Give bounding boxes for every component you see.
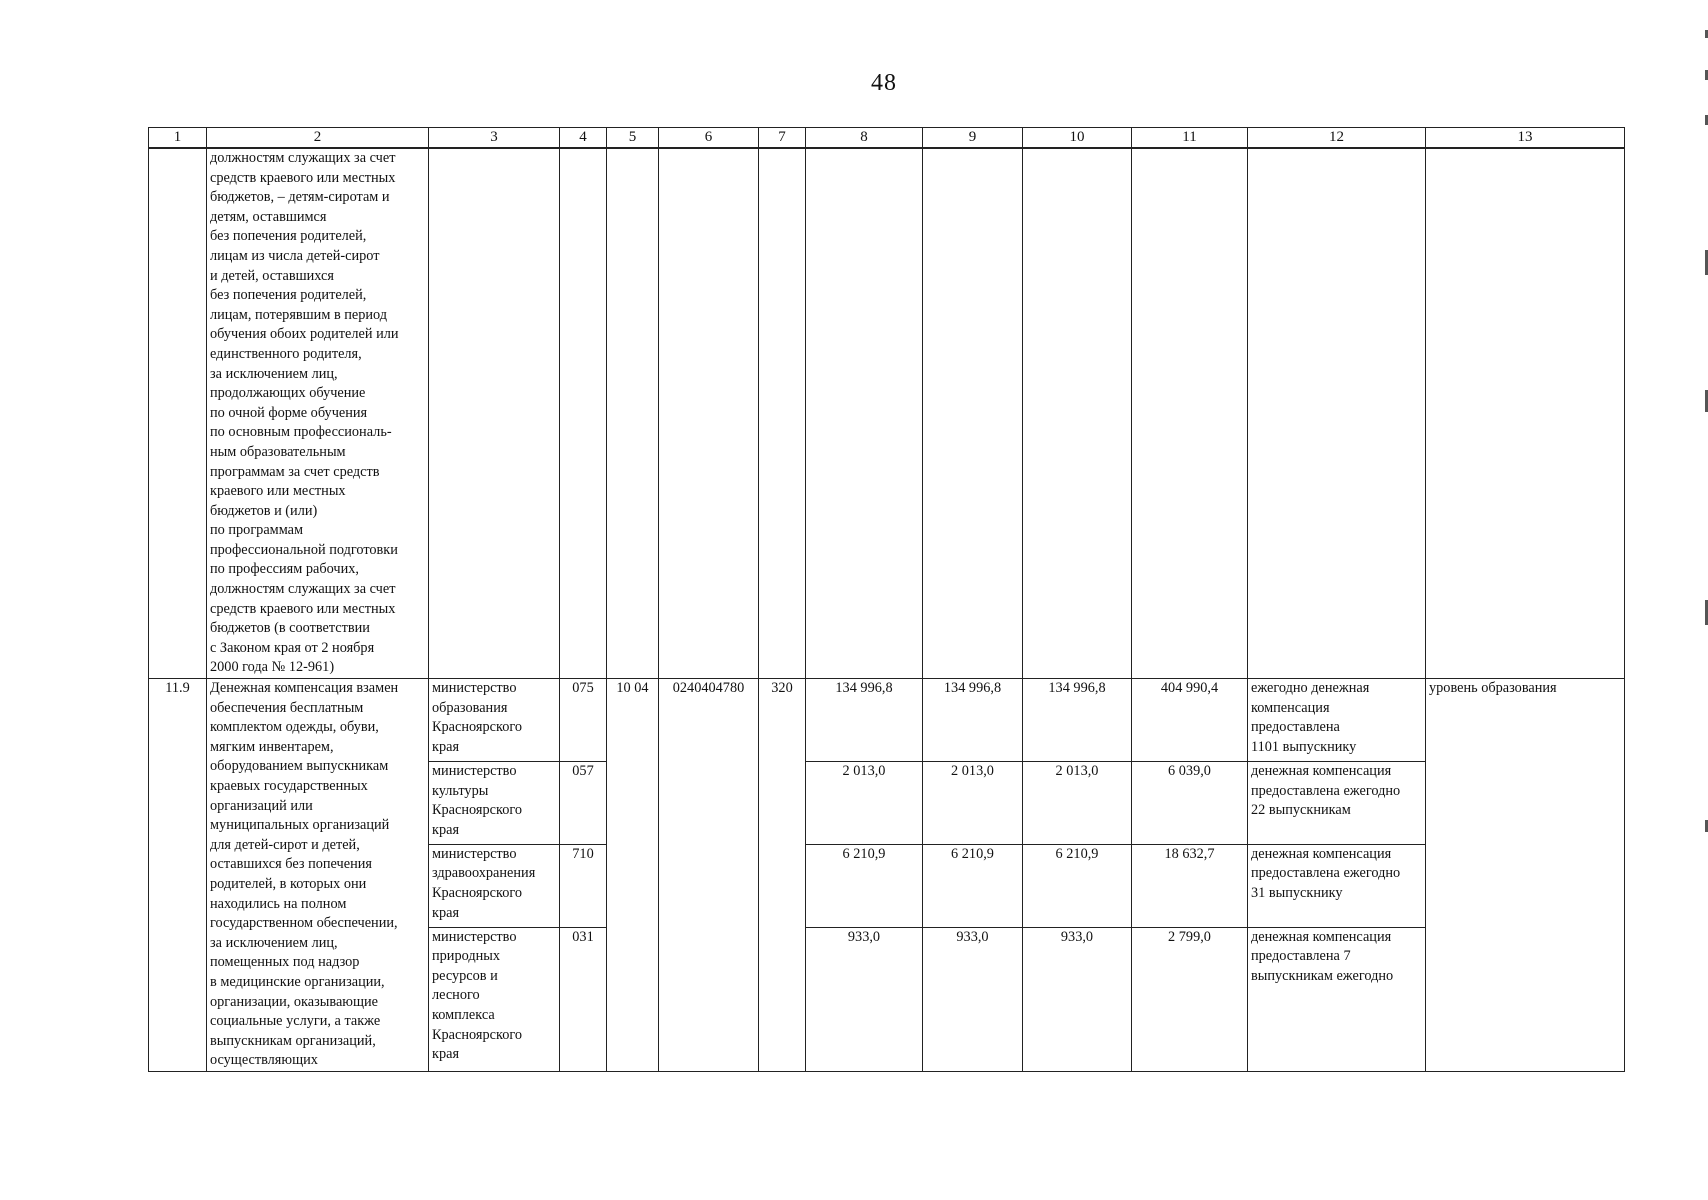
table-cell (560, 148, 607, 679)
budget-table (148, 127, 1625, 1072)
column-header: 13 (1426, 128, 1625, 149)
total-amount: 404 990,4 (1132, 679, 1248, 762)
column-number-header-row (149, 128, 1625, 149)
table-cell (607, 148, 659, 679)
item-description: Денежная компенсация взамен обеспечения бесплатным комплектом одежды, обуви, мягким инвентарем, оборудованием выпускникам краевых государственных организаций или муниципальных организаций для детей-сирот и детей, оставшихся без попечения родителей, в которых они находились на полном государственном обеспечении, за исключением лиц, помещенных под надзор в медицинские организации, организации, оказывающие социальные услуги, а также выпускникам организаций, осуществляющих (207, 679, 429, 1072)
year1-amount: 134 996,8 (806, 679, 923, 762)
column-header: 8 (806, 128, 923, 149)
column-header: 4 (560, 128, 607, 149)
ministry-code: 710 (560, 844, 607, 927)
expected-result: ежегодно денежная компенсация предоставлена 1101 выпускнику (1248, 679, 1426, 762)
target-article-code: 0240404780 (659, 679, 759, 1072)
item-number: 11.9 (149, 679, 207, 1072)
table-cell (759, 148, 806, 679)
ministry-code: 031 (560, 927, 607, 1071)
section-code: 10 04 (607, 679, 659, 1072)
continuation-text: должностям служащих за счет средств краевого или местных бюджетов, – детям-сиротам и детям, оставшимся без попечения родителей, лицам из числа детей-сирот и детей, оставшихся без попечения родителей, лицам, потерявшим в период обучения обоих родителей или единственного родителя, за исключением лиц, продолжающих обучение по очной форме обучения по основным профессиональ- ным образовательным программам за счет средств краевого или местных бюджетов и (или) по программам профессиональной подготовки по профессиям рабочих, должностям служащих за счет средств краевого или местных бюджетов (в соответствии с Законом края от 2 ноября 2000 года № 12-961) (207, 148, 429, 679)
column-header: 3 (429, 128, 560, 149)
table-cell (1426, 148, 1625, 679)
year1-amount: 2 013,0 (806, 761, 923, 844)
ministry-name: министерство природных ресурсов и лесного комплекса Красноярского края (429, 927, 560, 1071)
total-amount: 6 039,0 (1132, 761, 1248, 844)
table-cell (429, 148, 560, 679)
expected-result: денежная компенсация предоставлена ежегодно 31 выпускнику (1248, 844, 1426, 927)
indicator: уровень образования (1426, 679, 1625, 1072)
year2-amount: 134 996,8 (923, 679, 1023, 762)
year2-amount: 2 013,0 (923, 761, 1023, 844)
ministry-code: 057 (560, 761, 607, 844)
column-header: 10 (1023, 128, 1132, 149)
column-header: 5 (607, 128, 659, 149)
column-header: 9 (923, 128, 1023, 149)
year3-amount: 933,0 (1023, 927, 1132, 1071)
ministry-name: министерство образования Красноярского края (429, 679, 560, 762)
expected-result: денежная компенсация предоставлена 7 выпускникам ежегодно (1248, 927, 1426, 1071)
year3-amount: 6 210,9 (1023, 844, 1132, 927)
year2-amount: 6 210,9 (923, 844, 1023, 927)
column-header: 1 (149, 128, 207, 149)
column-header: 11 (1132, 128, 1248, 149)
year2-amount: 933,0 (923, 927, 1023, 1071)
table-cell (1248, 148, 1426, 679)
total-amount: 2 799,0 (1132, 927, 1248, 1071)
year1-amount: 6 210,9 (806, 844, 923, 927)
ministry-code: 075 (560, 679, 607, 762)
page-number: 48 (871, 70, 897, 96)
table-cell (923, 148, 1023, 679)
column-header: 7 (759, 128, 806, 149)
expected-result: денежная компенсация предоставлена ежегодно 22 выпускникам (1248, 761, 1426, 844)
table-row (149, 679, 1625, 762)
year3-amount: 134 996,8 (1023, 679, 1132, 762)
column-header: 6 (659, 128, 759, 149)
table-cell (149, 148, 207, 679)
year3-amount: 2 013,0 (1023, 761, 1132, 844)
column-header: 12 (1248, 128, 1426, 149)
ministry-name: министерство культуры Красноярского края (429, 761, 560, 844)
table-cell (1023, 148, 1132, 679)
ministry-name: министерство здравоохранения Красноярского края (429, 844, 560, 927)
table-row-continuation (149, 148, 1625, 679)
column-header: 2 (207, 128, 429, 149)
expense-type-code: 320 (759, 679, 806, 1072)
year1-amount: 933,0 (806, 927, 923, 1071)
total-amount: 18 632,7 (1132, 844, 1248, 927)
table-cell (1132, 148, 1248, 679)
table-cell (806, 148, 923, 679)
table-cell (659, 148, 759, 679)
